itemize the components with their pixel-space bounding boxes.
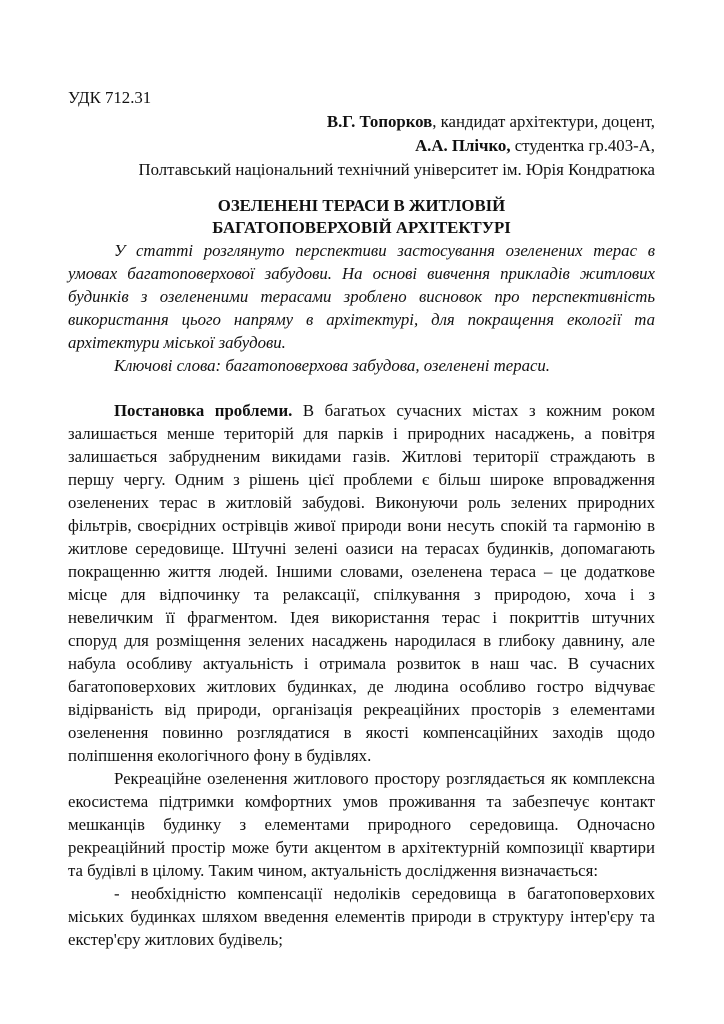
abstract-line: архітектури міської забудови.: [68, 333, 286, 352]
body-line: набула особливу актуальність і отримала розвиток в наш час. В сучасних: [68, 654, 655, 673]
abstract-line: умовах багатоповерхової забудови. На основі вивчення прикладів житлових: [68, 264, 655, 283]
title-line-1: ОЗЕЛЕНЕНІ ТЕРАСИ В ЖИТЛОВІЙ: [217, 196, 506, 215]
author-1-name: В.Г. Топорков: [326, 112, 433, 131]
abstract-line: використання цього напряму в архітектурі, для покращення екології та: [68, 310, 655, 329]
body-line: озеленених терас в житловій забудові. Виконуючи роль зелених природних: [68, 493, 655, 512]
body-line: Рекреаційне озеленення житлового простору розглядається як комплексна: [114, 769, 655, 788]
abstract-line: У статті розглянуто перспективи застосування озеленених терас в: [114, 241, 655, 260]
body-line: мешканців будинку з елементами природного середовища. Одночасно: [68, 815, 655, 834]
body-line: рекреаційний простір може бути акцентом в архітектурній композиції квартири: [68, 838, 655, 857]
body-line: фільтрів, своєрідних острівців живої природи вони несуть спокій та гармонію в: [68, 516, 655, 535]
body-line: залишається менше територій для парків і природних насаджень, а повітря: [68, 424, 655, 443]
title-line-2: БАГАТОПОВЕРХОВІЙ АРХІТЕКТУРІ: [212, 218, 511, 237]
bullet-line: міських будинках шляхом введення елементів природи в структуру інтер'єру та: [68, 907, 655, 926]
author-2-name: А.А. Плічко,: [415, 136, 511, 155]
body-line: невеличким її фрагментом. Ідея використання терас і покриттів штучних: [68, 608, 655, 627]
keywords-text: : багатоповерхова забудова, озеленені тераси.: [215, 356, 551, 375]
author-2: [68, 136, 655, 156]
body-line: покращенню життя людей. Іншими словами, озеленена тераса – це додаткове: [68, 562, 655, 581]
body-line: багатоповерхових житлових будинках, де людина особливо гостро відчуває: [68, 677, 655, 696]
body-line: залишається забрудненим викидами газів. Житлові території страждають в: [68, 447, 655, 466]
body-line: та будівлі в цілому. Таким чином, актуальність дослідження визначається:: [68, 861, 599, 880]
section1-heading: Постановка проблеми.: [114, 401, 293, 420]
body-line: житлове середовище. Штучні зелені оазиси на терасах будинків, допомагають: [68, 539, 655, 558]
body-line: поліпшення екологічного фону в будівлях.: [68, 746, 372, 765]
affiliation: Полтавський національний технічний університет ім. Юрія Кондратюка: [138, 160, 655, 179]
section1-first-line: [114, 401, 655, 421]
body-line: місце для відпочинку та релаксації, спілкування з природою, хоча і з: [68, 585, 655, 604]
bullet-line: екстер'єру житлових будівель;: [68, 930, 283, 949]
body-line: споруд для розміщення зелених насаджень народилася в глибоку давнину, але: [68, 631, 655, 650]
author-1: [68, 112, 655, 132]
abstract-line: будинків з озелененими терасами зроблено висновок про перспективність: [68, 287, 655, 306]
author-1-role: , кандидат архітектури, доцент,: [432, 112, 655, 131]
body-line: озеленення повинно розглядатися в якості компенсаційних заходів щодо: [68, 723, 655, 742]
keywords: [114, 356, 655, 376]
bullet-line: - необхідністю компенсації недоліків середовища в багатоповерхових: [114, 884, 655, 903]
body-line: екосистема підтримки комфортних умов проживання та забезпечує контакт: [68, 792, 655, 811]
section1-first-line-text: В багатьох сучасних містах з кожним роком: [292, 401, 655, 420]
body-line: відірваність від природи, організація рекреаційних просторів з елементами: [68, 700, 655, 719]
author-2-role: студентка гр.403-А,: [510, 136, 655, 155]
body-line: першу чергу. Одним з рішень цієї проблеми є більш широке впровадження: [68, 470, 655, 489]
udk-code: УДК 712.31: [68, 88, 152, 107]
keywords-label: Ключові слова: [114, 356, 216, 375]
